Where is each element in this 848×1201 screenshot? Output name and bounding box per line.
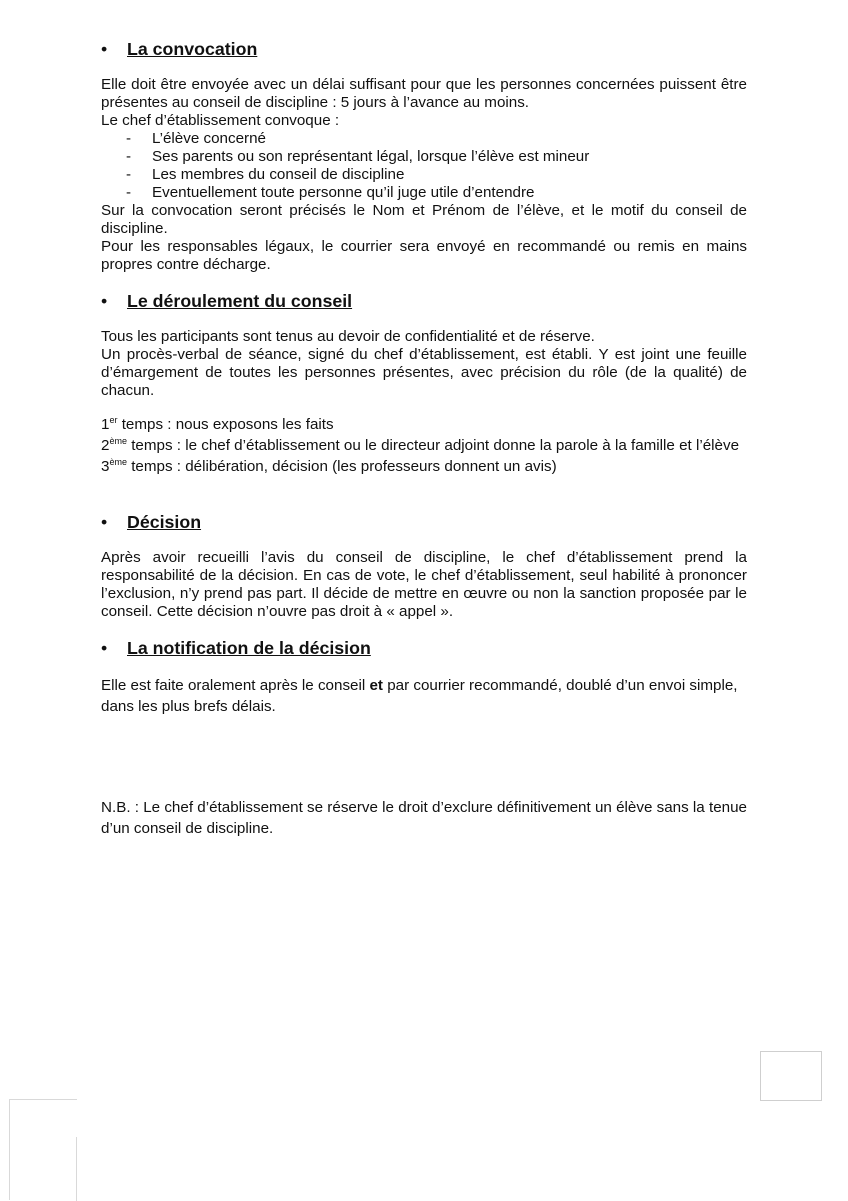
list-item-text: L’élève concerné (152, 130, 266, 147)
section-title-deroulement (101, 292, 747, 310)
list-item (101, 184, 747, 202)
list-item (101, 130, 747, 148)
bullet-mark: • (101, 638, 108, 658)
step-line: 2ème temps : le chef d’établissement ou le directeur adjoint donne la parole à la famille et l’élève (101, 436, 740, 454)
list-item (101, 166, 747, 184)
decision-paragraph: Après avoir recueilli l’avis du conseil de discipline, le chef d’établissement prend la responsabilité de la décision. En cas de vote, le chef d’établissement, seul habilité à prononcer l’exclusion, n’y prend pas part. Il décide de mettre en œuvre ou non la sanction proposée par le conseil. Cette décision n’ouvre pas droit à « appel ». (101, 549, 747, 620)
list-item-text: Ses parents ou son représentant légal, lorsque l’élève est mineur (152, 148, 590, 165)
section-title-text: Décision (127, 512, 202, 532)
bullet-mark: • (101, 39, 108, 59)
section-title-text: La notification de la décision (127, 638, 371, 658)
document-page (101, 40, 747, 839)
steps-list (101, 414, 747, 477)
section-title-decision (101, 513, 747, 531)
dash-mark: - (126, 148, 132, 165)
deroulement-paragraph: Un procès-verbal de séance, signé du chef d’établissement, est établi. Y est joint une feuille d’émargement de toutes les personnes présentes, avec précision du rôle (de la qualité) de chacun. (101, 346, 747, 399)
deroulement-line: Tous les participants sont tenus au devoir de confidentialité et de réserve. (101, 328, 595, 345)
section-title-notification (101, 639, 747, 657)
list-item (101, 148, 747, 166)
convocation-list (101, 130, 747, 202)
section-title-convocation (101, 40, 747, 58)
dash-mark: - (126, 130, 132, 147)
convocation-intro: Elle doit être envoyée avec un délai suffisant pour que les personnes concernées puissent être présentes au conseil de discipline : 5 jours à l’avance au moins. (101, 76, 747, 111)
corner-frame-left (9, 1099, 77, 1200)
bullet-mark: • (101, 291, 108, 311)
dash-mark: - (126, 166, 132, 183)
list-item-text: Eventuellement toute personne qu’il juge utile d’entendre (152, 184, 535, 201)
convocation-paragraph: Sur la convocation seront précisés le Nom et Prénom de l’élève, et le motif du conseil de discipline. (101, 202, 747, 237)
list-item-text: Les membres du conseil de discipline (152, 166, 405, 183)
corner-frame-right (760, 1051, 822, 1101)
convocation-lead: Le chef d’établissement convoque : (101, 112, 340, 129)
nb-note: N.B. : Le chef d’établissement se réserve le droit d’exclure définitivement un élève sans la tenue d’un conseil de discipline. (101, 799, 747, 837)
step-line: 1er temps : nous exposons les faits (101, 415, 334, 433)
step-line: 3ème temps : délibération, décision (les professeurs donnent un avis) (101, 457, 557, 475)
bullet-mark: • (101, 512, 108, 532)
section-title-text: La convocation (127, 39, 258, 59)
section-title-text: Le déroulement du conseil (127, 291, 353, 311)
dash-mark: - (126, 184, 132, 201)
convocation-paragraph: Pour les responsables légaux, le courrier sera envoyé en recommandé ou remis en mains propres contre décharge. (101, 238, 747, 273)
notification-paragraph: Elle est faite oralement après le conseil et par courrier recommandé, doublé d’un envoi simple, dans les plus brefs délais. (101, 677, 738, 715)
